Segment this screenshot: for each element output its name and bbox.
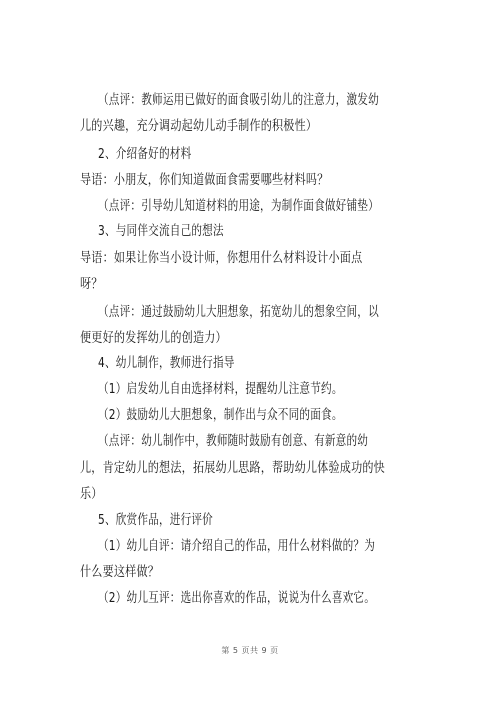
section-heading: 2、介绍备好的材料: [98, 147, 192, 162]
text-line: （点评：通过鼓励幼儿大胆想象，拓宽幼儿的想象空间，以: [98, 305, 379, 320]
section-heading: 5、欣赏作品，进行评价: [98, 513, 213, 528]
text-line: 什么要这样做？: [80, 565, 160, 580]
text-line: （2）鼓励幼儿大胆想象，制作出与众不同的面食。: [98, 408, 343, 423]
text-line: （点评：幼儿制作中，教师随时鼓励有创意、有新意的幼: [98, 434, 369, 449]
text-line: （1）幼儿自评：请介绍自己的作品，用什么材料做的？为: [98, 539, 376, 554]
text-line: （2）幼儿互评：选出你喜欢的作品，说说为什么喜欢它。: [98, 591, 376, 606]
text-line: 便更好的发挥幼儿的创造力）: [80, 331, 227, 346]
text-line: 导语：如果让你当小设计师，你想用什么材料设计小面点: [80, 251, 363, 266]
text-line: 导语：小朋友，你们知道做面食需要哪些材料吗？: [80, 173, 329, 188]
text-line: （点评：教师运用已做好的面食吸引幼儿的注意力，激发幼: [98, 93, 379, 108]
text-line: 呀？: [80, 277, 103, 292]
text-line: 乐）: [80, 487, 103, 502]
text-line: （点评：引导幼儿知道材料的用途，为制作面食做好铺垫）: [98, 199, 379, 214]
section-heading: 3、与同伴交流自己的想法: [98, 224, 224, 239]
section-heading: 4、幼儿制作，教师进行指导: [98, 356, 235, 371]
text-line: （1）启发幼儿自由选择材料，提醒幼儿注意节约。: [98, 382, 343, 397]
text-line: 儿，肯定幼儿的想法，拓展幼儿思路，帮助幼儿体验成功的快: [80, 461, 385, 476]
page-number-footer: 第 5 页共 9 页: [221, 646, 279, 655]
text-line: 儿的兴趣，充分调动起幼儿动手制作的积极性）: [80, 119, 318, 134]
